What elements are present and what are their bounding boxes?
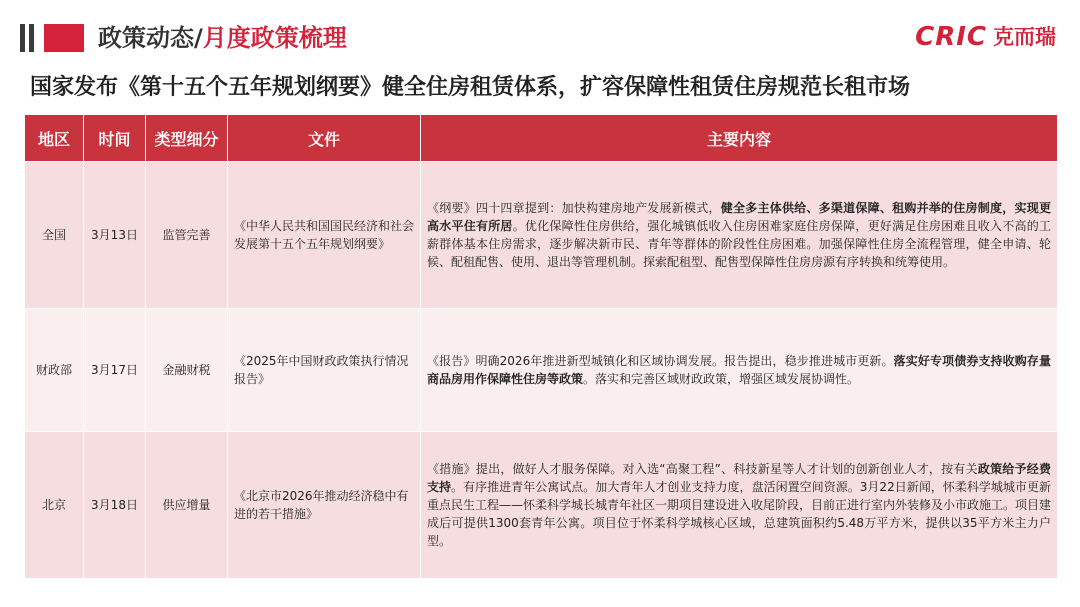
cell-content [421, 162, 1058, 309]
content-text: 。落实和完善区域财政政策，增强区域发展协调性。 [583, 372, 860, 386]
column-header-type: 类型细分 [146, 115, 228, 162]
page-title [98, 21, 347, 55]
headline: 国家发布《第十五个五年规划纲要》健全住房租赁体系，扩容保障性租赁住房规范长租市场 [30, 75, 911, 100]
header-bars-decoration [20, 24, 34, 52]
cell-region: 北京 [25, 432, 84, 579]
column-header-file: 文件 [228, 115, 421, 162]
content-highlight: 健全多主体供给、多渠道保障、租购并举的住房制度，实现更高水平住有所居 [427, 201, 1051, 233]
content-text: 《报告》明确2026年推进新型城镇化和区域协调发展。报告提出，稳步推进城市更新。 [427, 354, 894, 368]
content-text: 。优化保障性住房供给，强化城镇低收入住房困难家庭住房保障，更好满足住房困难且收入不高的工薪群体基本住房需求，逐步解决新市民、青年等群体的阶段性住房困难。加强保障性住房全流程管理，健全申请、轮候、配租配售、使用、退出等管理机制。探索配租型、配售型保障性住房房源有序转换和统筹使用。 [427, 219, 1051, 269]
cell-file: 《中华人民共和国国民经济和社会发展第十五个五年规划纲要》 [228, 162, 421, 309]
table-row [25, 432, 1058, 579]
cell-content [421, 432, 1058, 579]
content-text: 《纲要》四十四章提到：加快构建房地产发展新模式， [427, 201, 721, 215]
cell-file: 《北京市2026年推动经济稳中有进的若干措施》 [228, 432, 421, 579]
cell-type: 供应增量 [146, 432, 228, 579]
logo-chinese: 克而瑞 [993, 25, 1056, 49]
table-row [25, 309, 1058, 432]
logo-english: CRIC [915, 22, 987, 52]
page-title-topic: 月度政策梳理 [202, 24, 347, 52]
cell-date: 3月18日 [84, 432, 146, 579]
column-header-date: 时间 [84, 115, 146, 162]
cell-type: 金融财税 [146, 309, 228, 432]
column-header-region: 地区 [25, 115, 84, 162]
content-text: 。有序推进青年公寓试点。加大青年人才创业支持力度，盘活闲置空间资源。3月22日新闻，怀柔科学城城市更新重点民生工程——怀柔科学城长城青年社区一期项目建设进入收尾阶段，目前正进行室内外装修及小市政施工。项目建成后可提供1300套青年公寓。项目位于怀柔科学城核心区域，总建筑面积约5.48万平方米，提供以35平方米主力户型。 [427, 480, 1052, 548]
table-row [25, 162, 1058, 309]
policy-table [24, 114, 1058, 579]
page-title-section: 政策动态/ [98, 24, 203, 52]
cell-date: 3月13日 [84, 162, 146, 309]
cell-region: 财政部 [25, 309, 84, 432]
cell-region: 全国 [25, 162, 84, 309]
cell-date: 3月17日 [84, 309, 146, 432]
cell-content [421, 309, 1058, 432]
content-highlight: 落实好专项债券支持收购存量商品房用作保障性住房等政策 [427, 354, 1051, 386]
content-highlight: 政策给予经费支持 [427, 462, 1051, 494]
header-red-block-decoration [44, 24, 84, 52]
page-header [0, 0, 1080, 70]
table-header-row [25, 115, 1058, 162]
cell-file: 《2025年中国财政政策执行情况报告》 [228, 309, 421, 432]
column-header-content: 主要内容 [421, 115, 1058, 162]
content-text: 《措施》提出，做好人才服务保障。对入选“高聚工程”、科技新星等人才计划的创新创业人才，按有关 [427, 462, 978, 476]
cell-type: 监管完善 [146, 162, 228, 309]
cric-logo [915, 22, 1056, 52]
